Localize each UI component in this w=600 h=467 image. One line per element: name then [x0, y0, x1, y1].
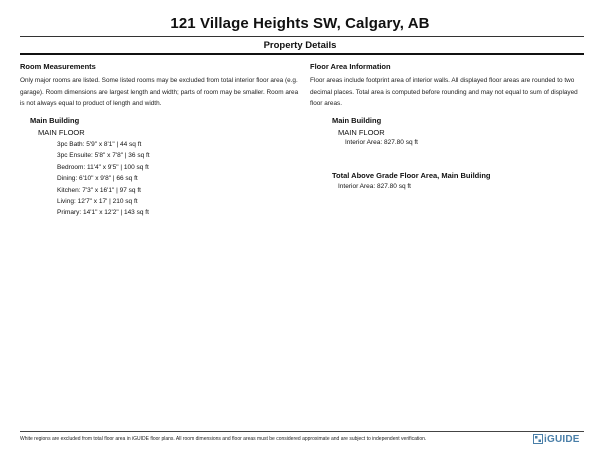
- floor-area-heading: Floor Area Information: [310, 62, 391, 71]
- interior-area-value: Interior Area: 827.80 sq ft: [345, 139, 418, 146]
- list-item: 3pc Ensuite: 5'8" x 7'8" | 36 sq ft: [57, 152, 150, 160]
- floor-area-section: [310, 62, 590, 110]
- room-list: [57, 139, 150, 219]
- list-item: Bedroom: 11'4" x 9'5" | 100 sq ft: [57, 163, 149, 171]
- page-title: 121 Village Heights SW, Calgary, AB: [170, 15, 430, 32]
- footer-divider: [20, 431, 584, 432]
- total-area-heading: Total Above Grade Floor Area, Main Building: [332, 171, 491, 180]
- area-floor-label: MAIN FLOOR: [338, 128, 385, 137]
- room-measurements-note: Only major rooms are listed. Some listed rooms may be excluded from total interior floor area (e.g. garage). Room dimensions are largest length and width; parts of room may be smaller. Room area is not always equal to product of length and width.: [20, 77, 299, 108]
- floor-area-note: Floor areas include footprint area of interior walls. All displayed floor areas are rounded to two decimal places. Total area is computed before rounding and may not equal to sum of displayed floor areas.: [310, 77, 578, 108]
- page-subtitle: Property Details: [263, 40, 337, 51]
- subtitle-divider: [20, 53, 584, 55]
- room-floor-label: MAIN FLOOR: [38, 128, 85, 137]
- list-item: Kitchen: 7'3" x 16'1" | 97 sq ft: [57, 186, 141, 194]
- list-item: Living: 12'7" x 17' | 210 sq ft: [57, 197, 138, 205]
- total-interior-area-value: Interior Area: 827.80 sq ft: [338, 183, 411, 190]
- room-measurements-heading: Room Measurements: [20, 62, 96, 71]
- area-building-label: Main Building: [332, 116, 382, 125]
- iguide-logo: [533, 433, 580, 445]
- footer-disclaimer: White regions are excluded from total floor area in iGUIDE floor plans. All room dimensions and floor areas must be considered approximate and are subject to independent verification.: [20, 436, 427, 442]
- room-building-label: Main Building: [30, 116, 80, 125]
- list-item: Dining: 6'10" x 9'8" | 66 sq ft: [57, 175, 138, 183]
- list-item: 3pc Bath: 5'9" x 8'1" | 44 sq ft: [57, 141, 142, 148]
- list-item: Primary: 14'1" x 12'2" | 143 sq ft: [57, 209, 149, 217]
- title-divider: [20, 36, 584, 37]
- room-measurements-section: [20, 62, 300, 110]
- iguide-logo-icon: [533, 434, 543, 444]
- iguide-logo-text: iGUIDE: [544, 433, 580, 445]
